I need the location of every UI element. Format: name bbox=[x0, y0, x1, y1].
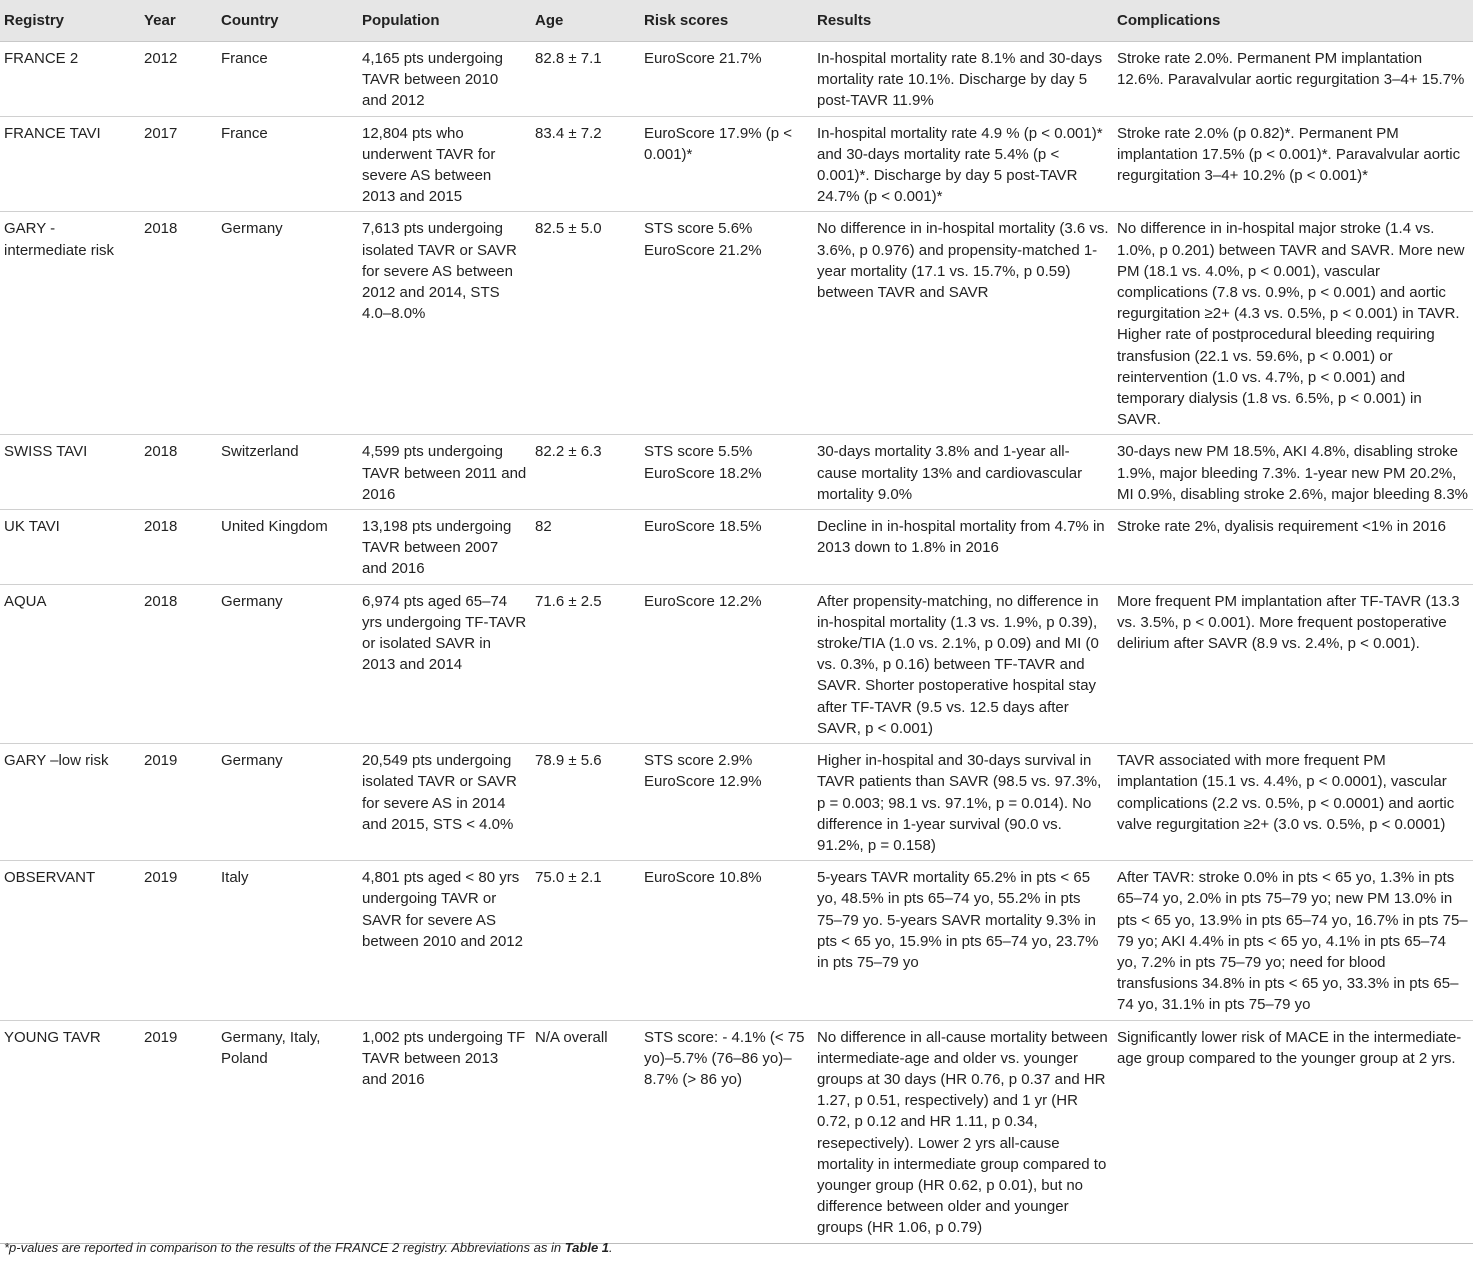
results-cell: No difference in in-hospital mortality (3.6 vs. 3.6%, p 0.976) and propensity-matched 1-year mortality (17.1 vs. 15.7%, p 0.59) between TAVR and SAVR bbox=[813, 212, 1113, 435]
registry-cell: FRANCE TAVI bbox=[0, 116, 140, 212]
country-cell: France bbox=[217, 42, 358, 117]
results-cell: In-hospital mortality rate 8.1% and 30-days mortality rate 10.1%. Discharge by day 5 post-TAVR 11.9% bbox=[813, 42, 1113, 117]
year-cell: 2018 bbox=[140, 584, 217, 743]
country-cell: Germany bbox=[217, 212, 358, 435]
age-cell: 78.9 ± 5.6 bbox=[531, 744, 640, 861]
population-cell: 6,974 pts aged 65–74 yrs undergoing TF-TAVR or isolated SAVR in 2013 and 2014 bbox=[358, 584, 531, 743]
year-cell: 2019 bbox=[140, 744, 217, 861]
table-row bbox=[0, 116, 1473, 212]
registry-cell: GARY –low risk bbox=[0, 744, 140, 861]
registry-cell: OBSERVANT bbox=[0, 861, 140, 1020]
col-population: Population bbox=[358, 0, 531, 42]
age-cell: 83.4 ± 7.2 bbox=[531, 116, 640, 212]
year-cell: 2018 bbox=[140, 212, 217, 435]
age-cell: 75.0 ± 2.1 bbox=[531, 861, 640, 1020]
population-cell: 7,613 pts undergoing isolated TAVR or SAVR for severe AS between 2012 and 2014, STS 4.0–8.0% bbox=[358, 212, 531, 435]
table-footnote bbox=[4, 1240, 613, 1255]
risk-scores-cell: STS score: - 4.1% (< 75 yo)–5.7% (76–86 yo)–8.7% (> 86 yo) bbox=[640, 1020, 813, 1243]
country-cell: France bbox=[217, 116, 358, 212]
results-cell: Higher in-hospital and 30-days survival in TAVR patients than SAVR (98.5 vs. 97.3%, p = 0.003; 98.1 vs. 97.1%, p = 0.014). No difference in 1-year survival (90.0 vs. 91.2%, p = 0.158) bbox=[813, 744, 1113, 861]
population-cell: 20,549 pts undergoing isolated TAVR or SAVR for severe AS in 2014 and 2015, STS < 4.0% bbox=[358, 744, 531, 861]
col-age: Age bbox=[531, 0, 640, 42]
complications-cell: More frequent PM implantation after TF-TAVR (13.3 vs. 3.5%, p < 0.001). More frequent postoperative delirium after SAVR (8.9 vs. 2.4%, p < 0.001). bbox=[1113, 584, 1473, 743]
footnote-table-ref: Table 1 bbox=[564, 1240, 610, 1255]
col-results: Results bbox=[813, 0, 1113, 42]
registry-cell: FRANCE 2 bbox=[0, 42, 140, 117]
registry-cell: GARY - intermediate risk bbox=[0, 212, 140, 435]
population-cell: 4,165 pts undergoing TAVR between 2010 and 2012 bbox=[358, 42, 531, 117]
country-cell: Germany bbox=[217, 584, 358, 743]
results-cell: In-hospital mortality rate 4.9 % (p < 0.001)* and 30-days mortality rate 5.4% (p < 0.001)*. Discharge by day 5 post-TAVR 24.7% (p < 0.001)* bbox=[813, 116, 1113, 212]
table-row bbox=[0, 1020, 1473, 1243]
registry-cell: SWISS TAVI bbox=[0, 435, 140, 510]
results-cell: No difference in all-cause mortality between intermediate-age and older vs. younger groups at 30 days (HR 0.76, p 0.37 and HR 1.27, p 0.51, respectively) and 1 yr (HR 0.72, p 0.12 and HR 1.11, p 0.34, resepectively). Lower 2 yrs all-cause mortality in intermediate group compared to younger group (HR 0.62, p 0.01), but no difference between older and younger groups (HR 1.06, p 0.79) bbox=[813, 1020, 1113, 1243]
complications-cell: No difference in in-hospital major stroke (1.4 vs. 1.0%, p 0.201) between TAVR and SAVR. More new PM (18.1 vs. 4.0%, p < 0.001), vascular complications (7.8 vs. 0.9%, p < 0.001) and aortic regurgitation ≥2+ (4.3 vs. 0.5%, p < 0.001) in TAVR. Higher rate of postprocedural bleeding requiring transfusion (22.1 vs. 59.6%, p < 0.001) or reintervention (1.0 vs. 4.7%, p < 0.001) and temporary dialysis (1.8 vs. 6.5%, p < 0.001) in SAVR. bbox=[1113, 212, 1473, 435]
results-cell: 30-days mortality 3.8% and 1-year all-cause mortality 13% and cardiovascular mortality 9.0% bbox=[813, 435, 1113, 510]
complications-cell: After TAVR: stroke 0.0% in pts < 65 yo, 1.3% in pts 65–74 yo, 2.0% in pts 75–79 yo; new PM 13.0% in pts < 65 yo, 13.9% in pts 65–74 yo, 16.7% in pts 75–79 yo; AKI 4.4% in pts < 65 yo, 4.1% in pts 65–74 yo, 7.2% in pts 75–79 yo; need for blood transfusions 34.8% in pts < 65 yo, 33.3% in pts 65–74 yo, 31.1% in pts 75–79 yo bbox=[1113, 861, 1473, 1020]
country-cell: Switzerland bbox=[217, 435, 358, 510]
table-row bbox=[0, 510, 1473, 585]
age-cell: 71.6 ± 2.5 bbox=[531, 584, 640, 743]
age-cell: 82.5 ± 5.0 bbox=[531, 212, 640, 435]
age-cell: 82.8 ± 7.1 bbox=[531, 42, 640, 117]
risk-scores-cell: EuroScore 17.9% (p < 0.001)* bbox=[640, 116, 813, 212]
table-row bbox=[0, 744, 1473, 861]
year-cell: 2019 bbox=[140, 861, 217, 1020]
country-cell: Italy bbox=[217, 861, 358, 1020]
col-country: Country bbox=[217, 0, 358, 42]
complications-cell: 30-days new PM 18.5%, AKI 4.8%, disabling stroke 1.9%, major bleeding 7.3%. 1-year new PM 20.2%, MI 0.9%, disabling stroke 2.6%, major bleeding 8.3% bbox=[1113, 435, 1473, 510]
footnote-end: . bbox=[609, 1240, 613, 1255]
col-year: Year bbox=[140, 0, 217, 42]
risk-scores-cell: EuroScore 12.2% bbox=[640, 584, 813, 743]
country-cell: United Kingdom bbox=[217, 510, 358, 585]
age-cell: 82.2 ± 6.3 bbox=[531, 435, 640, 510]
footnote-text: *p-values are reported in comparison to the results of the FRANCE 2 registry. Abbreviations as in bbox=[4, 1240, 565, 1255]
results-cell: 5-years TAVR mortality 65.2% in pts < 65 yo, 48.5% in pts 65–74 yo, 55.2% in pts 75–79 yo. 5-years SAVR mortality 9.3% in pts < 65 yo, 15.9% in pts 65–74 yo, 23.7% in pts 75–79 yo bbox=[813, 861, 1113, 1020]
header-row bbox=[0, 0, 1473, 42]
population-cell: 4,599 pts undergoing TAVR between 2011 and 2016 bbox=[358, 435, 531, 510]
year-cell: 2019 bbox=[140, 1020, 217, 1243]
risk-scores-cell: STS score 5.5% EuroScore 18.2% bbox=[640, 435, 813, 510]
complications-cell: Stroke rate 2%, dyalisis requirement <1% in 2016 bbox=[1113, 510, 1473, 585]
registry-cell: AQUA bbox=[0, 584, 140, 743]
results-cell: After propensity-matching, no difference in in-hospital mortality (1.3 vs. 1.9%, p 0.39), stroke/TIA (1.0 vs. 2.1%, p 0.09) and MI (0 vs. 0.3%, p 0.16) between TF-TAVR and SAVR. Shorter postoperative hospital stay after TF-TAVR (9.5 vs. 12.5 days after SAVR, p < 0.001) bbox=[813, 584, 1113, 743]
risk-scores-cell: EuroScore 21.7% bbox=[640, 42, 813, 117]
population-cell: 4,801 pts aged < 80 yrs undergoing TAVR or SAVR for severe AS between 2010 and 2012 bbox=[358, 861, 531, 1020]
complications-cell: Stroke rate 2.0%. Permanent PM implantation 12.6%. Paravalvular aortic regurgitation 3–4+ 15.7% bbox=[1113, 42, 1473, 117]
population-cell: 13,198 pts undergoing TAVR between 2007 and 2016 bbox=[358, 510, 531, 585]
table-row bbox=[0, 212, 1473, 435]
col-risk-scores: Risk scores bbox=[640, 0, 813, 42]
table-row bbox=[0, 435, 1473, 510]
risk-scores-cell: STS score 5.6% EuroScore 21.2% bbox=[640, 212, 813, 435]
results-cell: Decline in in-hospital mortality from 4.7% in 2013 down to 1.8% in 2016 bbox=[813, 510, 1113, 585]
table-row bbox=[0, 861, 1473, 1020]
col-registry: Registry bbox=[0, 0, 140, 42]
population-cell: 1,002 pts undergoing TF TAVR between 2013 and 2016 bbox=[358, 1020, 531, 1243]
country-cell: Germany, Italy, Poland bbox=[217, 1020, 358, 1243]
registry-cell: YOUNG TAVR bbox=[0, 1020, 140, 1243]
year-cell: 2017 bbox=[140, 116, 217, 212]
complications-cell: Stroke rate 2.0% (p 0.82)*. Permanent PM implantation 17.5% (p < 0.001)*. Paravalvular aortic regurgitation 3–4+ 10.2% (p < 0.001)* bbox=[1113, 116, 1473, 212]
risk-scores-cell: EuroScore 10.8% bbox=[640, 861, 813, 1020]
complications-cell: Significantly lower risk of MACE in the intermediate-age group compared to the younger group at 2 yrs. bbox=[1113, 1020, 1473, 1243]
population-cell: 12,804 pts who underwent TAVR for severe AS between 2013 and 2015 bbox=[358, 116, 531, 212]
age-cell: 82 bbox=[531, 510, 640, 585]
risk-scores-cell: EuroScore 18.5% bbox=[640, 510, 813, 585]
table-row bbox=[0, 42, 1473, 117]
table-row bbox=[0, 584, 1473, 743]
col-complications: Complications bbox=[1113, 0, 1473, 42]
year-cell: 2012 bbox=[140, 42, 217, 117]
risk-scores-cell: STS score 2.9% EuroScore 12.9% bbox=[640, 744, 813, 861]
year-cell: 2018 bbox=[140, 435, 217, 510]
age-cell: N/A overall bbox=[531, 1020, 640, 1243]
country-cell: Germany bbox=[217, 744, 358, 861]
registry-cell: UK TAVI bbox=[0, 510, 140, 585]
complications-cell: TAVR associated with more frequent PM implantation (15.1 vs. 4.4%, p < 0.0001), vascular complications (2.2 vs. 0.5%, p < 0.0001) and aortic valve regurgitation ≥2+ (3.0 vs. 0.5%, p < 0.0001) bbox=[1113, 744, 1473, 861]
year-cell: 2018 bbox=[140, 510, 217, 585]
